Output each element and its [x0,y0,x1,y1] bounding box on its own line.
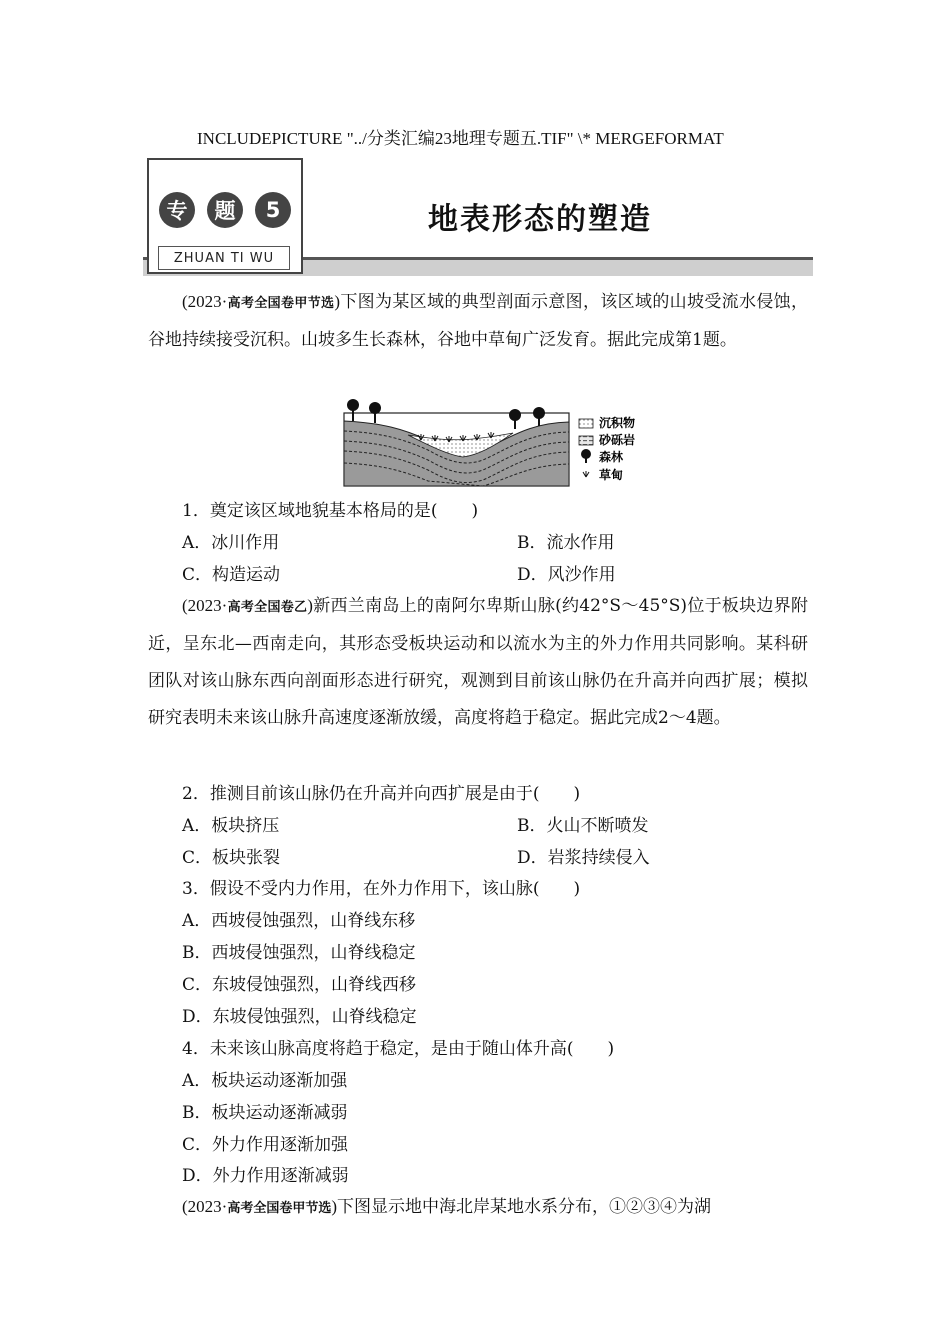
legend-forest-icon [581,449,591,463]
q1-option-c[interactable]: C．构造运动 [182,565,281,585]
badge-number: 5 [255,192,291,228]
q2-option-d[interactable]: D．岩浆持续侵入 [517,848,650,868]
forest-trees-right [509,407,545,429]
q3-option-b[interactable]: B．西坡侵蚀强烈，山脊线稳定 [182,943,416,963]
q4-option-d[interactable]: D．外力作用逐渐减弱 [182,1166,349,1186]
forest-trees-left [347,399,381,423]
legend-label-sediment: 沉积物 [599,416,636,430]
source-tag-2: (2023·高考全国卷乙) [182,596,313,615]
include-picture-field: INCLUDEPICTURE "../分类汇编23地理专题五.TIF" \* MERGEFORMAT [197,129,724,148]
q1-option-a[interactable]: A．冰川作用 [182,533,280,553]
topic-label-box [147,158,303,274]
question-1-stem: 1．奠定该区域地貌基本格局的是( ) [182,501,479,521]
q3-option-a[interactable]: A．西坡侵蚀强烈，山脊线东移 [182,911,416,931]
legend-sediment-swatch [579,419,593,428]
q4-option-b[interactable]: B．板块运动逐渐减弱 [182,1103,348,1123]
q2-option-a[interactable]: A．板块挤压 [182,816,280,836]
topic-pinyin: ZHUAN TI WU [158,246,290,270]
q3-option-d[interactable]: D．东坡侵蚀强烈，山脊线稳定 [182,1007,417,1027]
topic-badges [159,192,291,228]
q4-option-c[interactable]: C．外力作用逐渐加强 [182,1135,349,1155]
legend-label-meadow: 草甸 [599,468,624,482]
q2-option-c[interactable]: C．板块张裂 [182,848,281,868]
legend-meadow-icon [583,471,589,477]
badge-ti: 题 [207,192,243,228]
question-4-stem: 4．未来该山脉高度将趋于稳定，是由于随山体升高( ) [182,1039,615,1059]
legend-gravel-swatch [579,436,593,445]
legend-label-forest: 森林 [599,450,624,464]
intro-paragraph-3 [148,1188,808,1227]
source-tag-3: (2023·高考全国卷甲节选) [182,1197,338,1216]
page-title: 地表形态的塑造 [428,202,652,237]
q1-option-d[interactable]: D．风沙作用 [517,565,616,585]
cross-section-figure [343,395,653,490]
intro-text-3: 下图显示地中海北岸某地水系分布，①②③④为湖 [337,1197,712,1217]
q3-option-c[interactable]: C．东坡侵蚀强烈，山脊线西移 [182,975,417,995]
legend-label-gravel: 砂砾岩 [599,433,636,447]
q1-option-b[interactable]: B．流水作用 [517,533,615,553]
source-tag-1: (2023·高考全国卷甲节选) [182,292,340,311]
question-3-stem: 3．假设不受内力作用，在外力作用下，该山脉( ) [182,879,581,899]
q2-option-b[interactable]: B．火山不断喷发 [517,816,649,836]
intro-paragraph-1 [148,283,808,359]
intro-text-2: 新西兰南岛上的南阿尔卑斯山脉(约42°S～45°S)位于板块边界附近，呈东北—西南走向，其形态受板块运动和以流水为主的外力作用共同影响。某科研团队对该山脉东西向剖面形态进行研究，观测到目前该山脉仍在升高并向西扩展；模拟研究表明未来该山脉升高速度逐渐放缓，高度将趋于稳定。据此完成2～4题。 [148,596,808,728]
question-2-stem: 2．推测目前该山脉仍在升高并向西扩展是由于( ) [182,784,581,804]
intro-paragraph-2 [148,587,808,737]
intro-text-1: 下图为某区域的典型剖面示意图，该区域的山坡受流水侵蚀，谷地持续接受沉积。山坡多生长森林，谷地中草甸广泛发育。据此完成第1题。 [148,292,808,350]
q4-option-a[interactable]: A．板块运动逐渐加强 [182,1071,348,1091]
badge-zhuan: 专 [159,192,195,228]
